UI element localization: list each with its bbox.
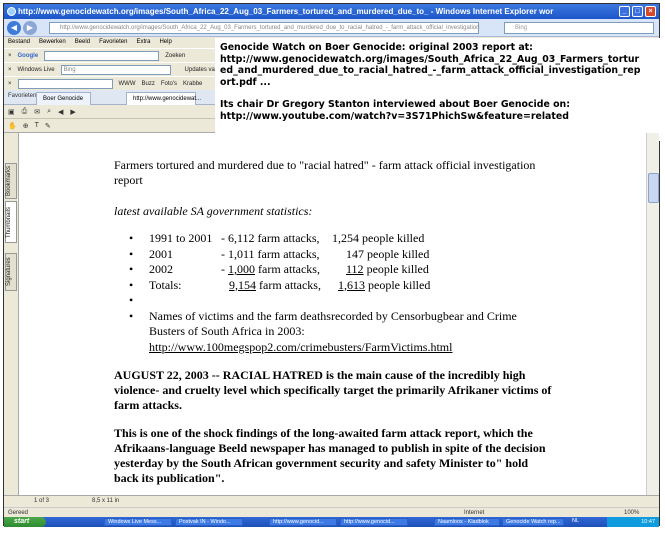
- menu-help[interactable]: Help: [159, 39, 172, 45]
- vertical-scrollbar[interactable]: [646, 133, 659, 495]
- page-indicator[interactable]: 1 of 3: [34, 498, 50, 504]
- scrollbar-thumb[interactable]: [648, 173, 659, 203]
- stat-attacks-prefix: -: [221, 262, 228, 276]
- stat-attacks-suffix: farm attacks,: [255, 262, 320, 276]
- buzz-button[interactable]: Buzz: [141, 80, 155, 87]
- hand-tool-icon[interactable]: ✋: [8, 122, 17, 130]
- caption-overlay: [215, 38, 661, 141]
- prev-page-icon[interactable]: ◀: [58, 108, 64, 116]
- pencil-icon[interactable]: ✎: [44, 122, 51, 130]
- stats-list: [114, 231, 554, 355]
- window-title: http://www.genocidewatch.org/images/South_Africa_22_Aug_03_Farmers_tortured_and_murdered_due_to_ - Windows Internet Explorer wor: [18, 7, 554, 16]
- page-size: 8,5 x 11 in: [92, 498, 120, 504]
- ie-status-bar: [4, 507, 659, 517]
- language-indicator[interactable]: NL: [572, 518, 580, 524]
- google-search-input[interactable]: [44, 51, 159, 61]
- pdf-sidebar: [4, 133, 19, 495]
- save-icon[interactable]: ▣: [8, 108, 15, 116]
- browser-window: [3, 3, 660, 526]
- taskbar: [4, 517, 659, 527]
- stat-period: 2001: [149, 246, 173, 261]
- caption-link[interactable]: http://www.youtube.com/watch?v=3S71PhichSw&feature=related: [220, 110, 569, 122]
- zoom-level[interactable]: 100%: [624, 510, 640, 516]
- caption-line: Genocide Watch on Boer Genocide: original 2003 report at:: [220, 42, 533, 53]
- tab-boer-genocide[interactable]: Boer Genocide: [36, 92, 91, 105]
- stat-period: Totals:: [149, 277, 182, 292]
- stat-period: 1991 to 2001: [149, 231, 213, 245]
- pdf-page: [20, 133, 648, 495]
- title-bar: [4, 4, 659, 19]
- search-input[interactable]: Bing: [504, 22, 654, 34]
- stats-heading: latest available SA government statistics:: [114, 204, 313, 218]
- list-item: [114, 231, 554, 247]
- mail-icon[interactable]: ✉: [34, 108, 41, 116]
- list-item: [114, 278, 554, 294]
- menu-bewerken[interactable]: Bewerken: [39, 39, 66, 45]
- fotos-button[interactable]: Foto's: [160, 80, 178, 87]
- menu-bestand[interactable]: Bestand: [8, 39, 31, 45]
- thumbnails-tab[interactable]: Thumbnails: [5, 201, 17, 243]
- zoeken-button[interactable]: Zoeken: [165, 52, 186, 59]
- stat-killed-number: 1,613: [338, 277, 365, 292]
- favorites-button[interactable]: Favorieten: [8, 93, 37, 99]
- taskbar-item[interactable]: Genocide Watch rep...: [502, 518, 564, 526]
- list-item: [114, 309, 554, 356]
- bing-input[interactable]: Bing: [61, 65, 171, 75]
- windows-live-label: Windows Live: [17, 66, 55, 73]
- url-input[interactable]: http://www.genocidewatch.org/images/South_Africa_22_Aug_03_Farmers_tortured_and_murdered_due_to_racial_hatred_-_farm_attack_official_investigation: [49, 22, 479, 34]
- menu-beeld[interactable]: Beeld: [74, 39, 91, 45]
- close-button[interactable]: ×: [645, 6, 656, 17]
- caption-link[interactable]: ort.pdf ...: [220, 76, 271, 88]
- farm-victims-link[interactable]: http://www.100megspop2.com/crimebusters/FarmVictims.html: [149, 339, 453, 354]
- text-tool-icon[interactable]: T: [34, 122, 39, 129]
- krabbel-button[interactable]: Krabbe: [183, 80, 203, 87]
- taskbar-item[interactable]: Postvak IN - Windo...: [175, 518, 243, 526]
- www-button[interactable]: WWW: [118, 80, 136, 87]
- zoom-icon[interactable]: ⊕: [22, 122, 29, 130]
- list-item: [114, 262, 554, 278]
- close-icon[interactable]: ×: [8, 80, 12, 87]
- stat-attacks: - 1,011 farm attacks,: [221, 246, 320, 261]
- updates-button[interactable]: Updates va: [184, 66, 215, 73]
- forward-button[interactable]: ▶: [23, 21, 37, 35]
- taskbar-item[interactable]: http://www.genocid...: [340, 518, 408, 526]
- address-bar: [4, 19, 659, 37]
- caption-link[interactable]: ed_and_murdered_due_to_racial_hatred_-_farm_attack_official_investigation_rep: [220, 65, 641, 77]
- status-text: Gereed: [8, 510, 29, 516]
- caption-link[interactable]: http://www.genocidewatch.org/images/South_Africa_22_Aug_03_Farmers_tortur: [220, 53, 640, 65]
- doc-title: Farmers tortured and murdered due to "racial hatred" - farm attack official investigation report: [114, 158, 536, 187]
- stat-period: 2002: [149, 262, 173, 276]
- paragraph-racial-hatred: AUGUST 22, 2003 -- RACIAL HATRED is the main cause of the incredibly high violence- and cruelty level which specifically target the primarily Afrikaner victims of farm attacks.: [114, 368, 552, 412]
- bookmarks-tab[interactable]: Bookmarks: [5, 163, 17, 199]
- toolbar-search-input[interactable]: [18, 79, 113, 89]
- paragraph-shock-findings: This is one of the shock findings of the long-awaited farm attack report, which the Afrikaans-language Beeld newspaper has managed to publish in spite of the decision yesterday by the South African government security and safety Minister to" hold back its publication".: [114, 426, 546, 485]
- start-button[interactable]: start: [4, 517, 46, 527]
- stat-killed: 147 people killed: [346, 246, 430, 261]
- find-icon[interactable]: ⌕: [47, 107, 52, 115]
- list-item: [114, 293, 554, 309]
- stat-killed-suffix: people killed: [363, 262, 429, 276]
- window-controls: [619, 6, 656, 17]
- menu-favorieten[interactable]: Favorieten: [99, 39, 128, 45]
- clock: 10:47: [607, 517, 659, 527]
- stat-killed-suffix: people killed: [365, 277, 431, 292]
- signatures-tab[interactable]: Signatures: [5, 253, 17, 291]
- tab-genocidewatch[interactable]: http://www.genocidewat...: [126, 92, 196, 105]
- print-icon[interactable]: ⎙: [21, 107, 28, 115]
- maximize-button[interactable]: □: [632, 6, 643, 17]
- caption-line: Its chair Dr Gregory Stanton interviewed about Boer Genocide on:: [220, 99, 570, 111]
- stat-killed-number: 112: [346, 262, 364, 276]
- security-zone: Internet: [464, 510, 485, 516]
- minimize-button[interactable]: _: [619, 6, 630, 17]
- menu-extra[interactable]: Extra: [136, 39, 151, 45]
- pdf-status-bar: [4, 495, 659, 507]
- close-icon[interactable]: ×: [8, 52, 12, 59]
- stat-attacks-number: 1,000: [228, 262, 255, 276]
- google-logo: Google: [17, 52, 39, 59]
- stat-killed: 1,254 people killed: [332, 231, 425, 245]
- taskbar-item[interactable]: Windows Live Mess...: [104, 518, 172, 526]
- stat-attacks-suffix: farm attacks,: [256, 277, 321, 292]
- stat-attacks: - 6,112 farm attacks,: [221, 231, 320, 245]
- taskbar-item[interactable]: http://www.genocid...: [269, 518, 337, 526]
- list-item: [114, 247, 554, 263]
- back-button[interactable]: ◀: [7, 21, 21, 35]
- next-page-icon[interactable]: ▶: [70, 108, 76, 116]
- ie-icon: [7, 7, 16, 16]
- names-text: Names of victims and the farm deathsrecorded by Censorbugbear and Crime Busters of South Africa in 2003:: [149, 308, 517, 338]
- close-icon[interactable]: ×: [8, 66, 12, 73]
- stat-attacks-number: 9,154: [229, 277, 256, 292]
- taskbar-item[interactable]: Naamloos - Kladblok: [434, 518, 500, 526]
